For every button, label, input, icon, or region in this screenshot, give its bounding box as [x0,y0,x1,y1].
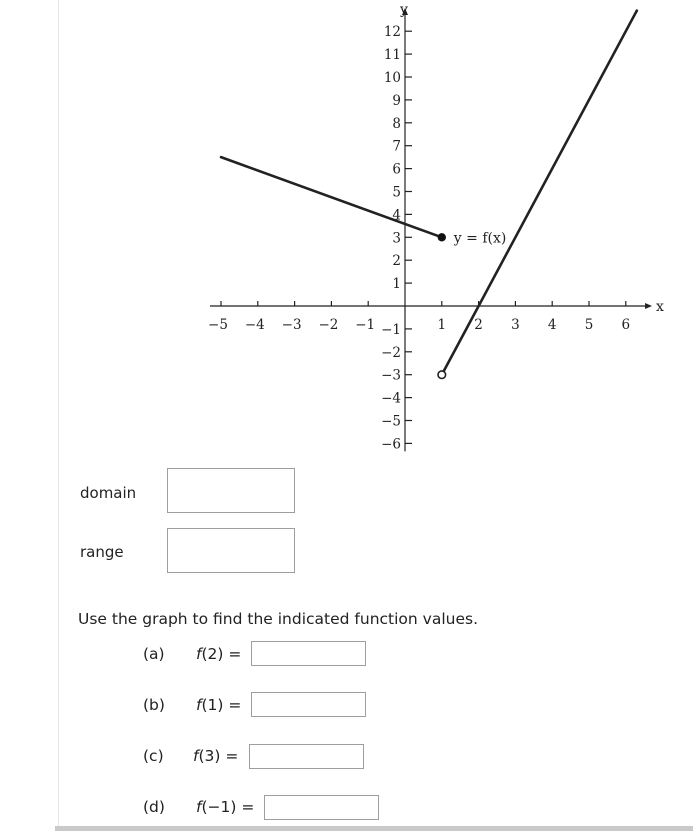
y-tick-label: −5 [381,413,401,430]
y-tick-label: 10 [383,70,401,86]
range-label: range [80,543,124,561]
y-tick-label: 1 [392,276,401,293]
part-b-arg: (1) = [201,696,242,714]
part-a-fn: f [196,645,202,663]
axes [210,8,652,451]
y-tick-label: 9 [392,92,401,109]
y-tick-label: 5 [392,184,401,201]
y-tick-label: −3 [381,367,401,384]
y-tick-label: 7 [392,138,401,155]
part-b-input[interactable] [251,692,366,717]
part-c-expression [193,747,238,765]
x-tick-label: 6 [621,317,631,333]
y-tick-label: 12 [383,24,401,41]
part-d-arg: (−1) = [201,798,255,816]
y-tick-label: −6 [381,436,401,453]
x-tick-label: −4 [244,317,265,333]
y-tick-label: −1 [381,321,401,338]
y-tick-label: 2 [392,253,401,270]
x-axis-arrow [645,303,652,309]
part-a-arg: (2) = [201,645,242,663]
y-tick-label: 6 [392,161,401,178]
axis-ticks [221,31,626,443]
y-tick-label: 11 [383,47,401,64]
part-d-letter: (d) [143,798,165,816]
y-tick-label: 8 [392,115,401,132]
x-tick-label: 4 [547,317,557,333]
function-label: y = f(x) [453,230,507,247]
part-c-arg: (3) = [198,747,239,765]
x-tick-label: −1 [355,317,376,333]
axis-tick-labels [208,24,630,452]
part-c-input[interactable] [249,744,364,769]
closed-endpoint [438,233,446,241]
part-d-fn: f [196,798,202,816]
x-tick-label: 3 [511,317,520,333]
y-tick-label: −2 [381,344,401,361]
part-a-input[interactable] [251,641,366,666]
part-d-input[interactable] [264,795,379,820]
y-tick-label: −4 [381,390,401,407]
range-input[interactable] [167,528,295,573]
domain-label: domain [80,484,137,502]
part-b-fn: f [196,696,202,714]
part-d-expression [196,798,254,816]
part-b-expression [196,696,241,714]
domain-input[interactable] [167,468,295,513]
y-tick-label: 3 [392,230,401,247]
x-tick-label: 2 [474,317,483,333]
scrollbar-track[interactable] [55,826,693,831]
graph-segment-2 [442,11,637,375]
y-axis-label: y [400,2,408,18]
y-tick-label: 4 [392,207,401,224]
x-tick-label: −3 [281,317,302,333]
x-tick-label: 5 [584,317,594,333]
x-axis-label: x [656,299,664,315]
part-c-letter: (c) [143,747,164,765]
x-tick-label: 1 [437,317,447,333]
part-a-letter: (a) [143,645,165,663]
part-b-letter: (b) [143,696,165,714]
part-c-fn: f [193,747,199,765]
open-endpoint [438,371,446,379]
instruction-text: Use the graph to find the indicated function values. [78,610,479,628]
x-tick-label: −2 [318,317,339,333]
part-a-expression [196,645,241,663]
x-tick-label: −5 [208,317,228,333]
